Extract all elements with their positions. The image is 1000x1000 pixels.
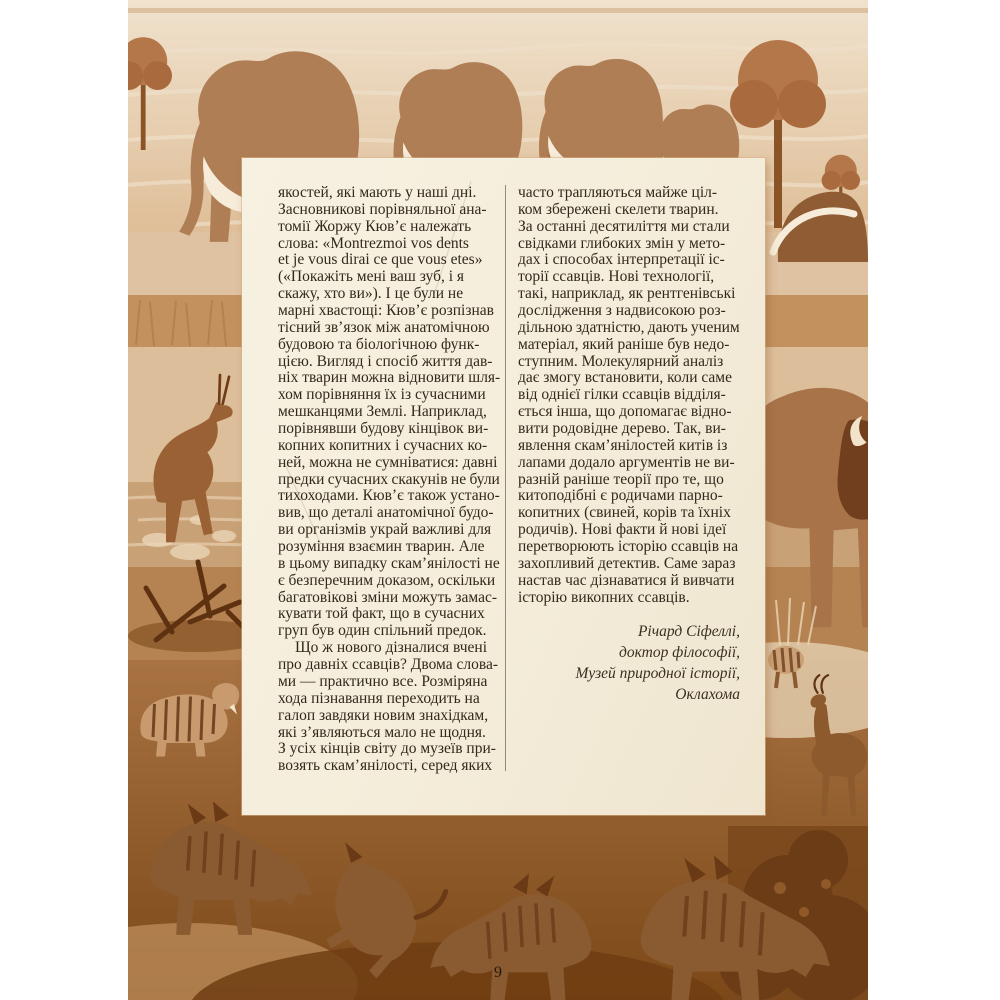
text-line: будовою та біологічною функ-	[278, 335, 480, 353]
text-line: цією. Вигляд і спосіб життя дав-	[278, 352, 493, 370]
text-line: З усіх кінців світу до музеїв при-	[278, 740, 496, 758]
text-line: возять скам’янілості, серед яких	[278, 757, 493, 775]
text-line: («Покажіть мені ваш зуб, і я	[278, 268, 465, 286]
text-line: ніх тварин можна відновити шля-	[278, 369, 501, 387]
signature-line: Оклахома	[675, 686, 740, 704]
right-text-column	[518, 185, 740, 705]
text-line: такі, наприклад, як рентгенівські	[518, 285, 736, 303]
text-line: копитних (свиней, корів та їхніх	[518, 504, 731, 522]
text-line: від однієї гілки ссавців відділя-	[518, 386, 726, 404]
text-line: За останні десятиліття ми стали	[518, 217, 730, 235]
text-line: et je vous dirai ce que vous etes»	[278, 251, 483, 269]
text-panel	[242, 158, 765, 815]
text-line: лапами додало аргументів не ви-	[518, 453, 735, 471]
text-line: ступним. Молекулярний аналіз	[518, 352, 724, 370]
text-line: вив, що деталі анатомічної будо-	[278, 504, 494, 522]
text-line: матеріал, який раніше був недо-	[518, 335, 730, 353]
text-line: багатовікові зміни можуть замас-	[278, 588, 497, 606]
text-line: дослідження з надвисокою роз-	[518, 302, 726, 320]
author-signature	[518, 621, 740, 705]
text-line: томії Жоржу Кюв’є належать	[278, 217, 472, 235]
signature-line: Музей природної історії,	[575, 665, 740, 683]
column-divider-rule	[505, 185, 506, 771]
text-line: тісний зв’язок між анатомічною	[278, 318, 490, 336]
text-line: порівнявши будову кінцівок ви-	[278, 420, 489, 438]
text-line: копних копитних і сучасних ко-	[278, 436, 488, 454]
text-line: про давніх ссавців? Двома слова-	[278, 656, 499, 674]
text-line: галоп завдяки новим знахідкам,	[278, 706, 489, 724]
text-line: хода пізнавання переходить на	[278, 689, 480, 707]
text-line: свідками глибоких змін у мето-	[518, 234, 726, 252]
text-line: родичів). Нові факти й нові ідеї	[518, 521, 727, 539]
text-line: ней, можна не сумніватися: давні	[278, 453, 498, 471]
text-line: вити родовідне дерево. Так, ви-	[518, 420, 726, 438]
text-line: в цьому випадку скам’янілості не	[278, 554, 500, 572]
text-line: якостей, які мають у наші дні.	[278, 184, 477, 201]
text-line: мешканцями Землі. Наприклад,	[278, 403, 487, 421]
text-line: часто трапляються майже ціл-	[518, 184, 718, 201]
text-line: предки сучасних скакунів не були	[278, 470, 500, 488]
text-line: хом порівняння їх із сучасними	[278, 386, 486, 404]
text-line: перетворюють історію ссавців на	[518, 538, 739, 556]
text-line: кувати той факт, що в сучасних	[278, 605, 485, 623]
text-line: груп був один спільний предок.	[278, 622, 487, 640]
text-line: настав час дізнаватися й вивчати	[518, 571, 735, 589]
text-line: дає змогу встановити, коли саме	[518, 369, 732, 387]
text-line: ком збережені скелети тварин.	[518, 200, 719, 218]
text-line: Засновникові порівняльної ана-	[278, 200, 487, 218]
text-line: скажу, хто ви»). І це були не	[278, 285, 464, 303]
text-line: ється інша, що допомагає відно-	[518, 403, 732, 421]
text-line: тихоходами. Кюв’є також устано-	[278, 487, 500, 505]
signature-line: Річард Сіфеллі,	[637, 623, 740, 641]
page-number: 9	[494, 964, 502, 981]
left-text-column	[278, 185, 500, 775]
text-line: є безперечним доказом, оскільки	[278, 571, 496, 589]
book-page	[128, 0, 868, 1000]
text-line: дільною здатністю, дають ученим	[518, 318, 740, 336]
text-line: разній раніше теорії про те, що	[518, 470, 724, 488]
text-line: китоподібні є родичами парно-	[518, 487, 723, 505]
text-line: слова: «Montrezmoi vos dents	[278, 234, 469, 252]
text-line: розуміння взаємин тварин. Але	[278, 538, 485, 556]
text-line: дах і способах інтерпретації іс-	[518, 251, 725, 269]
text-line: явлення скам’янілостей китів із	[518, 436, 728, 454]
text-line: торії ссавців. Нові технології,	[518, 268, 715, 286]
text-line: історію викопних ссавців.	[518, 588, 690, 606]
text-line: які з’являються мало не щодня.	[278, 723, 486, 741]
text-line: ми — практично все. Розміряна	[278, 672, 488, 690]
signature-line: доктор філософії,	[619, 644, 740, 662]
text-line: марні хвастощі: Кюв’є розпізнав	[278, 302, 494, 320]
text-line: захопливий детектив. Саме зараз	[518, 554, 736, 572]
text-line: ви організмів украй важливі для	[278, 521, 492, 539]
text-line: Що ж нового дізналися вчені	[295, 639, 487, 657]
